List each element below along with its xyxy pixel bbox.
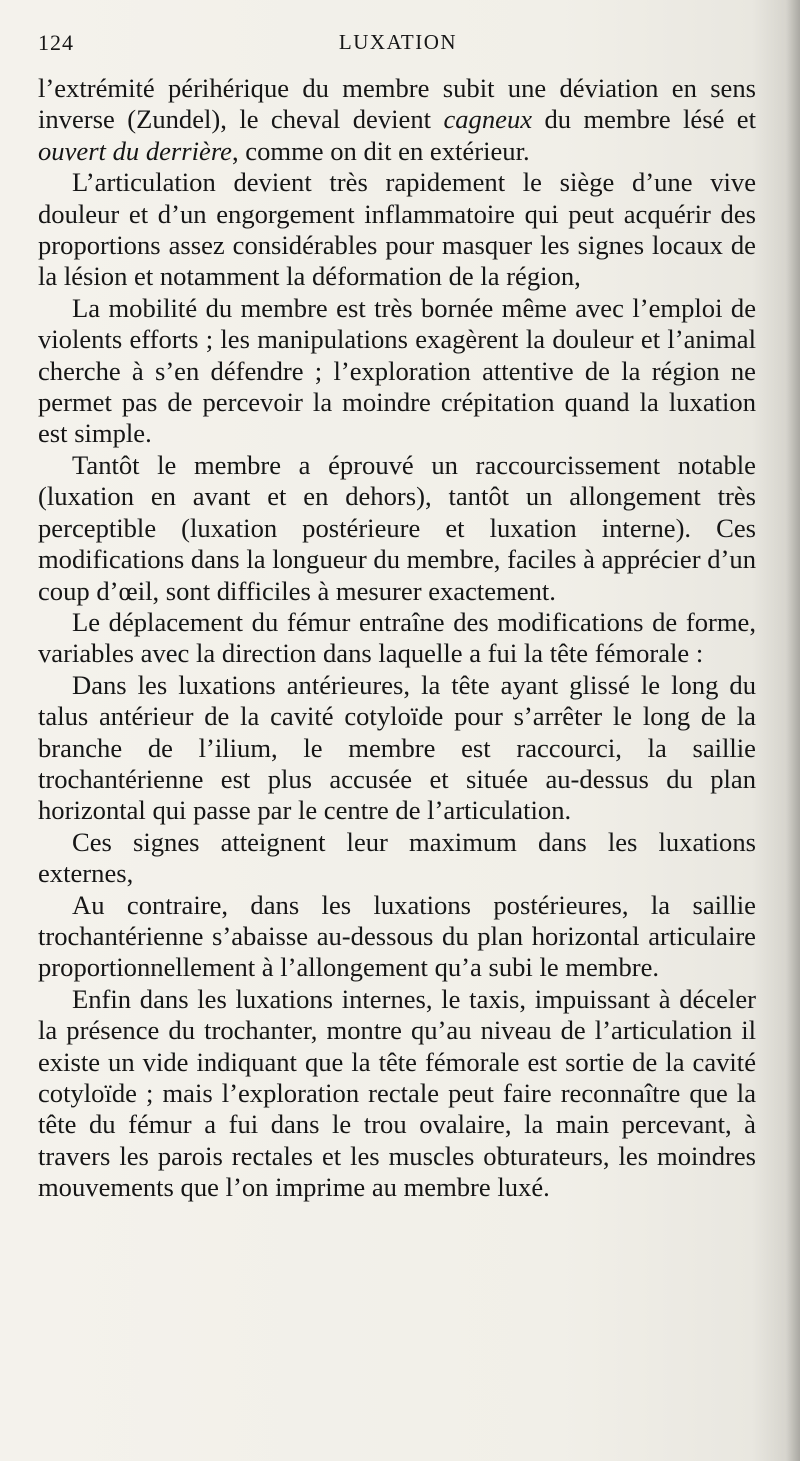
text-run: Ces signes atteignent leur maximum dans les luxations externes,	[38, 826, 756, 889]
text-run: L’articulation devient très rapidement le siège d’une vive douleur et d’un engorgement inflammatoire qui peut acquérir des proportions assez considérables pour masquer les signes locaux de la lésion et notamment la déformation de la région,	[38, 167, 756, 292]
text-run: Le déplacement du fémur entraîne des modifications de forme, variables avec la direction dans laquelle a fui la tête fémorale :	[38, 606, 756, 669]
italic-phrase: cagneux	[443, 104, 533, 135]
text-run: Enfin dans les luxations internes, le taxis, impuissant à déceler la présence du trochanter, montre qu’au niveau de l’articulation il existe un vide indiquant que la tête fémorale est sortie de la cavité cotyloïde ; mais l’exploration rectale peut faire reconnaître que la tête du fémur a fui dans le trou ovalaire, la main percevant, à travers les parois rectales et les muscles obturateurs, les moindres mouvements que l’on imprime au membre luxé.	[38, 983, 756, 1203]
paragraph	[38, 293, 756, 450]
italic-phrase: ouvert du derrière	[38, 135, 232, 166]
text-run: l’extrémité périhérique du membre subit une déviation en sens inverse (Zundel), le cheval devient	[38, 73, 756, 135]
text-run: Au contraire, dans les luxations postérieures, la saillie trochantérienne s’abaisse au-dessous du plan horizontal articulaire proportionnellement à l’allongement qu’a subi le membre.	[38, 889, 756, 983]
paragraph	[38, 607, 756, 670]
paragraph	[38, 670, 756, 827]
page-number: 124	[38, 30, 74, 55]
text-run: La mobilité du membre est très bornée même avec l’emploi de violents efforts ; les manipulations exagèrent la douleur et l’animal cherche à s’en défendre ; l’exploration attentive de la région ne permet pas de percevoir la moindre crépitation quand la luxation est simple.	[38, 292, 756, 449]
text-run: Tantôt le membre a éprouvé un raccourcissement notable (luxation en avant et en dehors), tantôt un allongement très perceptible (luxation postérieure et luxation interne). Ces modifications dans la longueur du membre, faciles à apprécier d’un coup d’œil, sont difficiles à mesurer exactement.	[38, 449, 756, 606]
paragraph	[38, 73, 756, 167]
running-head	[38, 30, 758, 60]
text-run: Dans les luxations antérieures, la tête ayant glissé le long du talus antérieur de la cavité cotyloïde pour s’arrêter le long de la branche de l’ilium, le membre est raccourci, la saillie trochantérienne est plus accusée et située au-dessus du plan horizontal qui passe par le centre de l’articulation.	[38, 669, 756, 826]
running-title: LUXATION	[338, 30, 458, 54]
text-run: , comme on dit en extérieur.	[232, 135, 530, 166]
paragraph	[38, 984, 756, 1204]
paragraph	[38, 167, 756, 293]
text-run: du membre lésé et	[532, 104, 757, 135]
page-edge-shadow	[786, 0, 800, 1461]
body-text	[38, 73, 756, 1204]
paragraph	[38, 827, 756, 890]
paragraph	[38, 450, 756, 607]
paragraph	[38, 890, 756, 984]
